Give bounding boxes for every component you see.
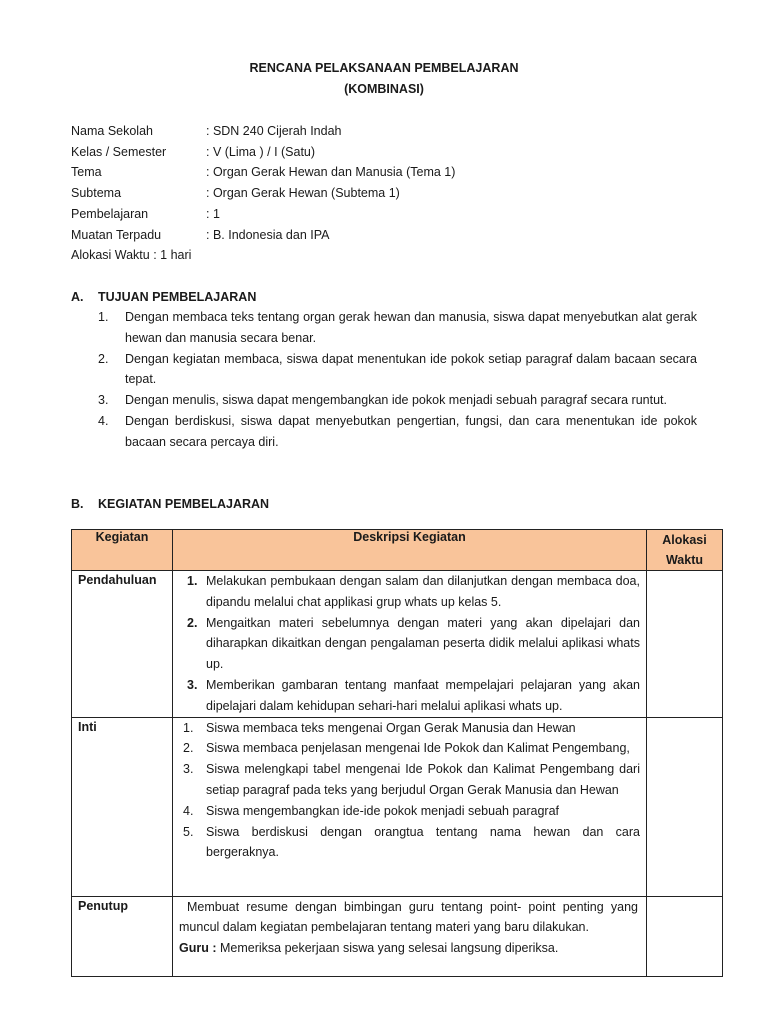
list-item-number: 2.: [187, 615, 198, 630]
list-item-number: 4.: [98, 413, 109, 428]
identity-key: Alokasi Waktu : 1 hari: [71, 248, 192, 262]
list-item-text: Siswa melengkapi tabel mengenai Ide Pokok dan Kalimat Pengembang dari setiap paragraf pada teks yang berjudul Organ Gerak Manusia dan Hewan: [206, 762, 640, 797]
guru-text: Memeriksa pekerjaan siswa yang selesai langsung diperiksa.: [216, 941, 559, 956]
identity-value: : 1: [206, 207, 220, 221]
list-item-number: 1.: [187, 574, 198, 588]
list-item-number: 4.: [183, 803, 194, 818]
list-item: [183, 571, 640, 613]
list-item-text: Melakukan pembukaan dengan salam dan dilanjutkan dengan membaca doa, dipandu melalui chat applikasi grup whats up kelas 5.: [206, 574, 640, 609]
row-label-pendahuluan: Pendahuluan: [72, 571, 173, 718]
guru-note: [179, 938, 638, 959]
list-item-text: Dengan menulis, siswa dapat mengembangkan ide pokok menjadi sebuah paragraf secara runtut.: [125, 393, 667, 408]
list-item-text: Siswa membaca teks mengenai Organ Gerak Manusia dan Hewan: [206, 720, 576, 735]
identity-key: Muatan Terpadu: [71, 228, 162, 242]
list-item: [98, 390, 697, 411]
section-b-title: KEGIATAN PEMBELAJARAN: [98, 497, 270, 511]
list-item-number: 3.: [98, 393, 109, 408]
list-item-text: Memberikan gambaran tentang manfaat mempelajari pelajaran yang akan dipelajari dalam kehidupan sehari-hari melalui aplikasi whats up.: [206, 677, 640, 713]
list-item-text: Dengan kegiatan membaca, siswa dapat menentukan ide pokok setiap paragraf dalam bacaan secara tepat.: [125, 351, 697, 387]
alokasi-penutup: [647, 896, 723, 976]
document-title: RENCANA PELAKSANAAN PEMBELAJARAN: [249, 61, 519, 75]
identity-key: Subtema: [71, 186, 122, 200]
row-label-penutup: Penutup: [72, 896, 173, 976]
section-a-title: TUJUAN PEMBELAJARAN: [98, 290, 257, 304]
alokasi-inti: [647, 717, 723, 896]
list-item-text: Siswa berdiskusi dengan orangtua tentang nama hewan dan cara bergeraknya.: [206, 824, 640, 860]
list-item-number: 1.: [183, 720, 194, 735]
table-row-inti: [72, 717, 723, 896]
identity-value: : Organ Gerak Hewan dan Manusia (Tema 1): [206, 165, 456, 179]
list-item-number: 2.: [98, 351, 109, 366]
list-item: [98, 349, 697, 391]
identity-value: : B. Indonesia dan IPA: [206, 228, 330, 242]
section-a-letter: A.: [71, 290, 84, 304]
identity-key: Tema: [71, 165, 102, 179]
tujuan-list: [98, 307, 697, 453]
list-item-number: 3.: [183, 762, 194, 777]
table-row-pendahuluan: [72, 571, 723, 718]
list-item-text: Siswa mengembangkan ide-ide pokok menjadi sebuah paragraf: [206, 803, 559, 818]
table-row-penutup: [72, 896, 723, 976]
list-item-number: 5.: [183, 824, 194, 839]
header-kegiatan: Kegiatan: [72, 530, 173, 571]
inti-activities: [173, 717, 647, 896]
list-item: [183, 822, 640, 864]
list-item-text: Dengan berdiskusi, siswa dapat menyebutkan pengertian, fungsi, dan cara menentukan ide pokok bacaan secara percaya diri.: [125, 413, 697, 449]
table-header-row: [72, 530, 723, 571]
identity-value: : Organ Gerak Hewan (Subtema 1): [206, 186, 400, 200]
list-item-number: 1.: [98, 310, 109, 324]
header-deskripsi: Deskripsi Kegiatan: [173, 530, 647, 571]
list-item: [183, 613, 640, 675]
list-item-text: Siswa membaca penjelasan mengenai Ide Pokok dan Kalimat Pengembang,: [206, 741, 630, 756]
list-item-text: Mengaitkan materi sebelumnya dengan materi yang akan dipelajari dan diharapkan dikaitkan dengan pengalaman peserta didik melalui aplikasi whats up.: [206, 615, 640, 672]
list-item: [183, 801, 640, 822]
penutup-text: Membuat resume dengan bimbingan guru tentang point- point penting yang muncul dalam kegiatan pembelajaran tentang materi yang baru dilakukan.: [179, 899, 638, 935]
row-label-inti: Inti: [72, 717, 173, 896]
list-item: [98, 307, 697, 349]
document-subtitle: (KOMBINASI): [344, 82, 424, 96]
identity-key: Pembelajaran: [71, 207, 149, 221]
penutup-activities: [173, 896, 647, 976]
list-item: [183, 738, 640, 759]
identity-key: Kelas / Semester: [71, 145, 167, 159]
list-item: [183, 759, 640, 801]
kegiatan-table: [71, 529, 723, 977]
list-item: [183, 675, 640, 717]
list-item-number: 2.: [183, 741, 194, 756]
pendahuluan-activities: [173, 571, 647, 718]
identity-key: Nama Sekolah: [71, 124, 153, 138]
list-item-number: 3.: [187, 677, 198, 692]
list-item-text: Dengan membaca teks tentang organ gerak hewan dan manusia, siswa dapat menyebutkan alat gerak hewan dan manusia secara benar.: [125, 310, 697, 345]
list-item: [98, 411, 697, 453]
alokasi-pendahuluan: [647, 571, 723, 718]
identity-value: : SDN 240 Cijerah Indah: [206, 124, 342, 138]
section-b-letter: B.: [71, 497, 84, 511]
guru-label: Guru :: [179, 941, 217, 956]
header-alokasi: Alokasi Waktu: [647, 530, 723, 571]
list-item: [183, 718, 640, 739]
identity-value: : V (Lima ) / I (Satu): [206, 145, 316, 159]
